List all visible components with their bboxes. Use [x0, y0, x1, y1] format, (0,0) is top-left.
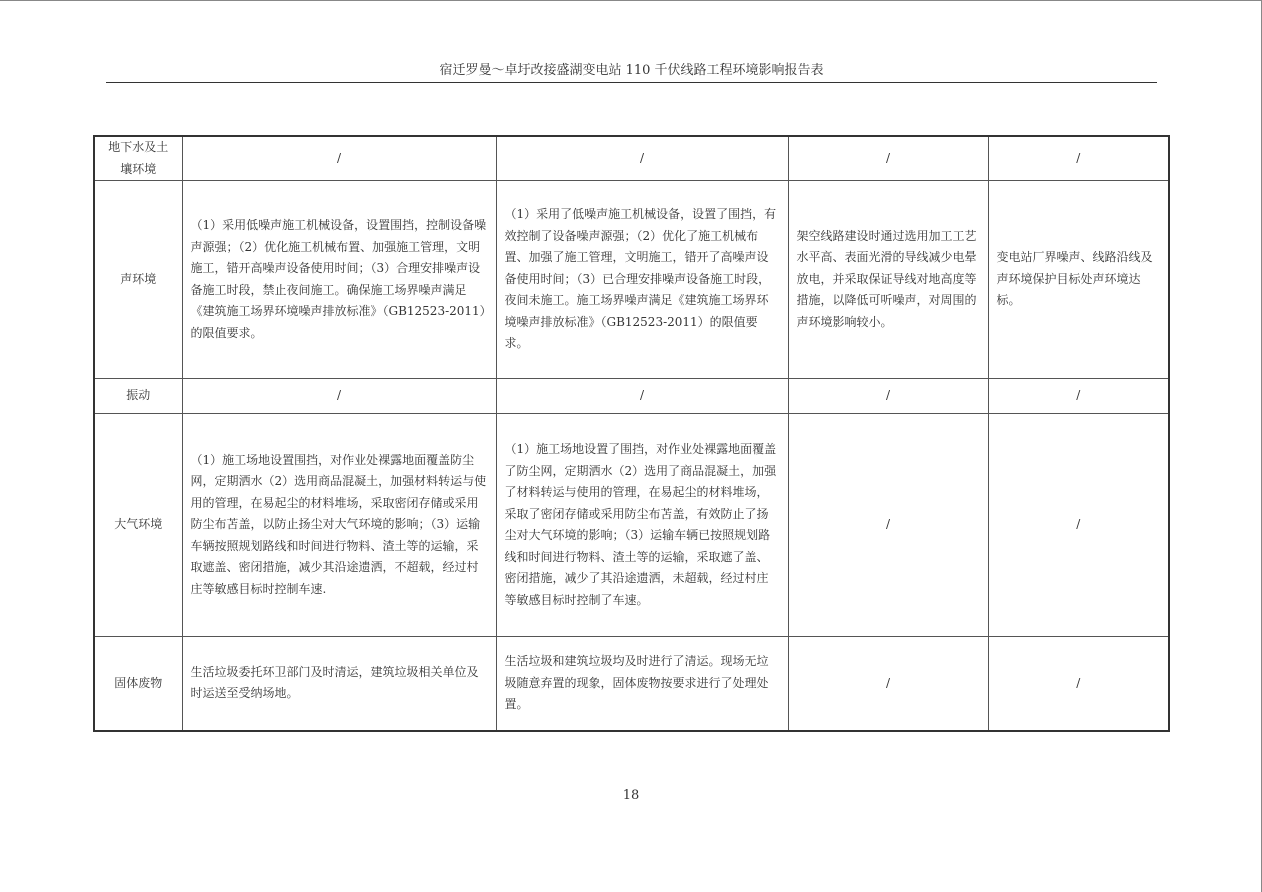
- table-cell: /: [788, 379, 988, 414]
- table-row: [94, 379, 1169, 414]
- table-cell: /: [496, 379, 788, 414]
- row-label: 大气环境: [94, 414, 182, 637]
- row-label: 振动: [94, 379, 182, 414]
- table-cell: 生活垃圾委托环卫部门及时清运，建筑垃圾相关单位及时运送至受纳场地。: [182, 637, 496, 731]
- table-row: [94, 136, 1169, 181]
- environmental-measures-table: [93, 135, 1170, 732]
- table-cell: /: [988, 379, 1169, 414]
- row-label: 声环境: [94, 181, 182, 379]
- table-cell: /: [788, 414, 988, 637]
- table-cell: （1）采用了低噪声施工机械设备，设置了围挡，有效控制了设备噪声源强；（2）优化了施工机械布置、加强了施工管理，文明施工，错开了高噪声设备使用时间；（3）已合理安排噪声设备施工时段，夜间未施工。施工场界噪声满足《建筑施工场界环境噪声排放标准》（GB12523-2011）的限值要求。: [496, 181, 788, 379]
- table-cell: /: [788, 136, 988, 181]
- header-rule: [106, 82, 1157, 83]
- row-label: 固体废物: [94, 637, 182, 731]
- row-label: 地下水及土壤环境: [94, 136, 182, 181]
- table-cell: /: [988, 637, 1169, 731]
- table-cell: /: [496, 136, 788, 181]
- table-cell: 变电站厂界噪声、线路沿线及声环境保护目标处声环境达标。: [988, 181, 1169, 379]
- table-row: [94, 637, 1169, 731]
- table-cell: /: [182, 379, 496, 414]
- table-cell: /: [182, 136, 496, 181]
- document-header-title: 宿迁罗曼～卓圩改接盛湖变电站 110 千伏线路工程环境影响报告表: [439, 63, 824, 78]
- table-cell: （1）采用低噪声施工机械设备，设置围挡，控制设备噪声源强；（2）优化施工机械布置、加强施工管理，文明施工，错开高噪声设备使用时间；（3）合理安排噪声设备施工时段，禁止夜间施工。确保施工场界噪声满足《建筑施工场界环境噪声排放标准》（GB12523-2011）的限值要求。: [182, 181, 496, 379]
- table-cell: /: [988, 414, 1169, 637]
- table-row: [94, 181, 1169, 379]
- table-cell: （1）施工场地设置围挡，对作业处裸露地面覆盖防尘网，定期洒水（2）选用商品混凝土，加强材料转运与使用的管理，在易起尘的材料堆场，采取密闭存储或采用防尘布苫盖，以防止扬尘对大气环境的影响；（3）运输车辆按照规划路线和时间进行物料、渣土等的运输，采取遮盖、密闭措施，减少其沿途遗洒，不超载，经过村庄等敏感目标时控制车速.: [182, 414, 496, 637]
- page-border-top: [0, 0, 1262, 1]
- table-cell: 架空线路建设时通过选用加工工艺水平高、表面光滑的导线减少电晕放电，并采取保证导线对地高度等措施，以降低可听噪声，对周围的声环境影响较小。: [788, 181, 988, 379]
- page-number: 18: [622, 788, 640, 803]
- table-cell: （1）施工场地设置了围挡，对作业处裸露地面覆盖了防尘网，定期洒水（2）选用了商品混凝土，加强了材料转运与使用的管理，在易起尘的材料堆场，采取了密闭存储或采用防尘布苫盖，有效防止了扬尘对大气环境的影响；（3）运输车辆已按照规划路线和时间进行物料、渣土等的运输，采取遮了盖、密闭措施，减少了其沿途遗洒，未超载，经过村庄等敏感目标时控制了车速。: [496, 414, 788, 637]
- table-cell: /: [988, 136, 1169, 181]
- table-cell: 生活垃圾和建筑垃圾均及时进行了清运。现场无垃圾随意弃置的现象，固体废物按要求进行了处理处置。: [496, 637, 788, 731]
- table-row: [94, 414, 1169, 637]
- table-cell: /: [788, 637, 988, 731]
